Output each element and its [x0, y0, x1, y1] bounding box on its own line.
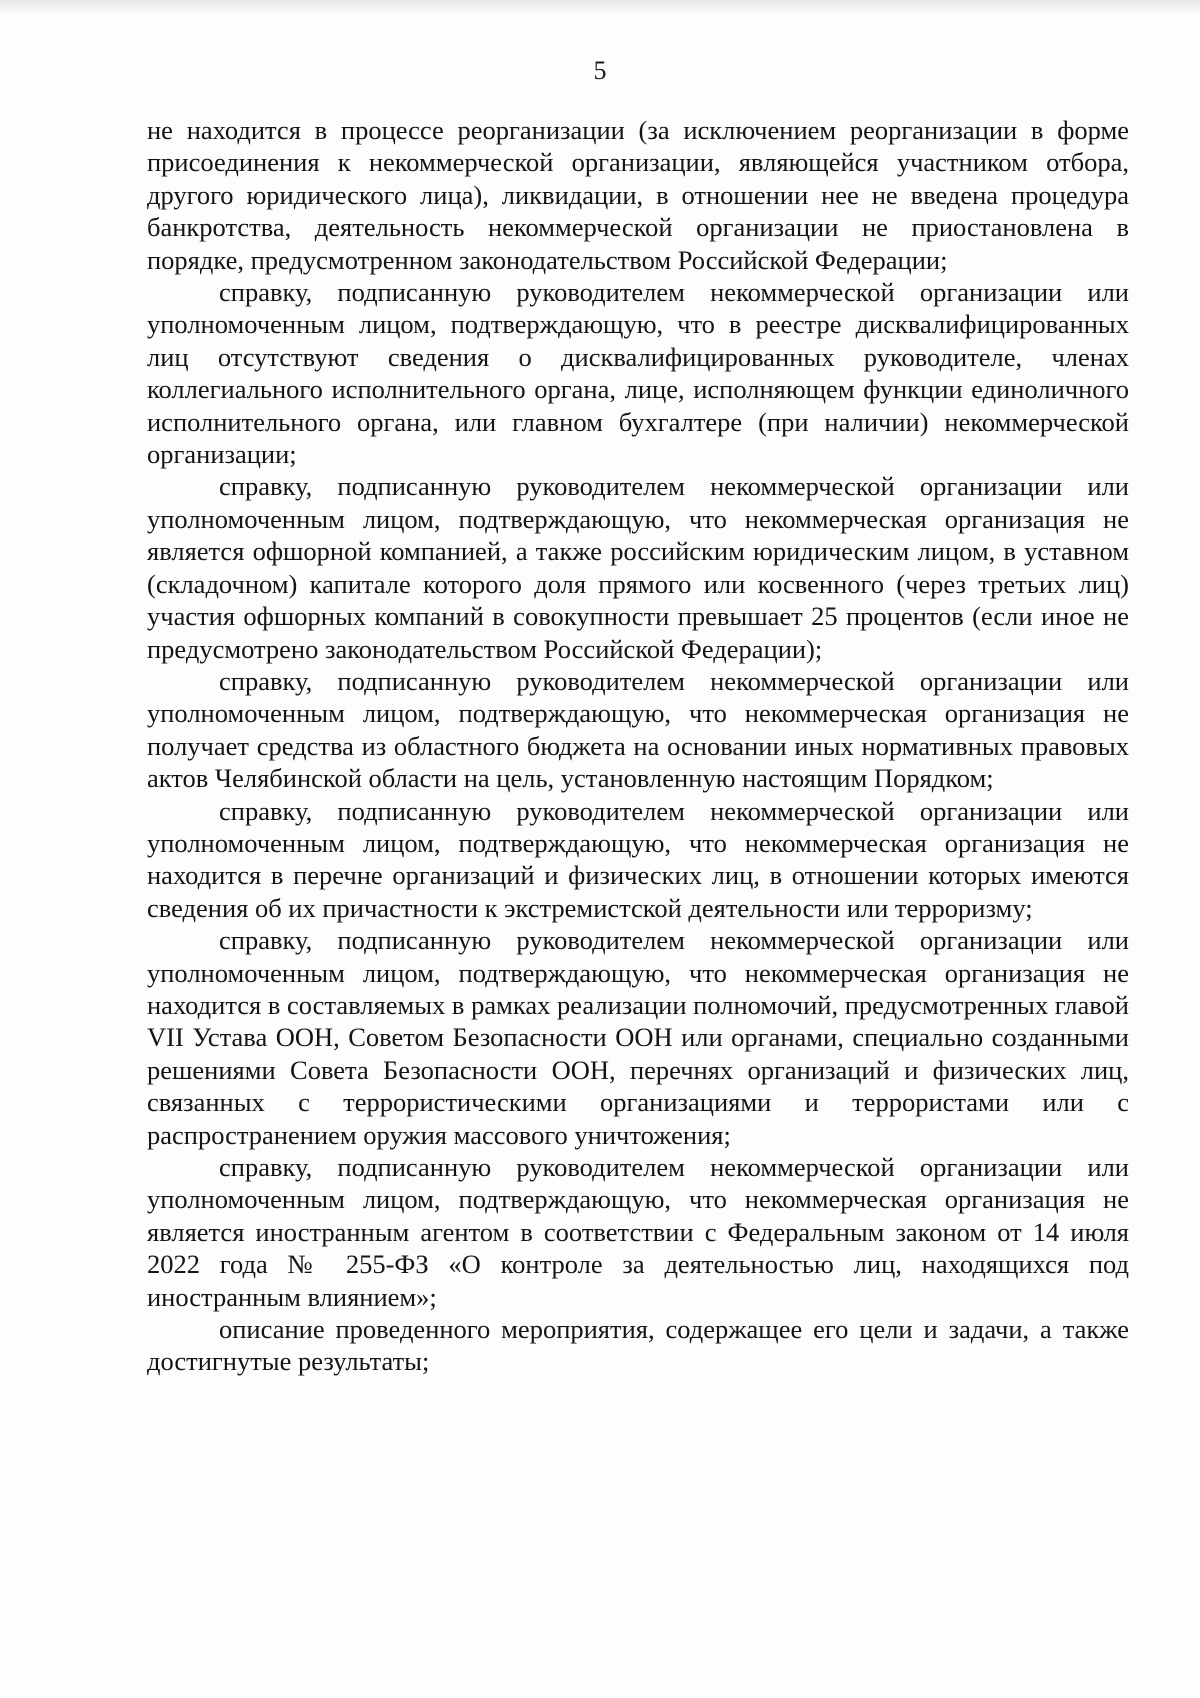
page-number: 5	[593, 56, 607, 85]
paragraph-foreign-agent-certificate: справку, подписанную руководителем некоммерческой организации или уполномоченным лицом, подтверждающую, что некоммерческая организация не является иностранным агентом в соответствии с Федеральным законом от 14 июля 2022 года № 255-ФЗ «О контроле за деятельностью лиц, находящихся под иностранным влиянием»;	[147, 1152, 1129, 1312]
document-body	[147, 114, 1129, 1378]
paragraph-reorganization-status: не находится в процессе реорганизации (за исключением реорганизации в форме присоединения к некоммерческой организации, являющейся участником отбора, другого юридического лица), ликвидации, в отношении нее не введена процедура банкротства, деятельность некоммерческой организации не приостановлена в порядке, предусмотренном законодательством Российской Федерации;	[147, 115, 1129, 275]
paragraph-offshore-certificate: справку, подписанную руководителем некоммерческой организации или уполномоченным лицом, подтверждающую, что некоммерческая организация не является офшорной компанией, а также российским юридическим лицом, в уставном (складочном) капитале которого доля прямого или косвенного (через третьих лиц) участия офшорных компаний в совокупности превышает 25 процентов (если иное не предусмотрено законодательством Российской Федерации);	[147, 471, 1129, 664]
scan-edge	[0, 0, 1200, 14]
paragraph-disqualified-persons-certificate: справку, подписанную руководителем некоммерческой организации или уполномоченным лицом, подтверждающую, что в реестре дисквалифицированных лиц отсутствуют сведения о дисквалифицированных руководителе, членах коллегиального исполнительного органа, лице, исполняющем функции единоличного исполнительного органа, или главном бухгалтере (при наличии) некоммерческой организации;	[147, 277, 1129, 470]
paragraph-un-sanctions-certificate: справку, подписанную руководителем некоммерческой организации или уполномоченным лицом, подтверждающую, что некоммерческая организация не находится в составляемых в рамках реализации полномочий, предусмотренных главой VII Устава ООН, Советом Безопасности ООН или органами, специально созданными решениями Совета Безопасности ООН, перечнях организаций и физических лиц, связанных с террористическими организациями и террористами или с распространением оружия массового уничтожения;	[147, 925, 1129, 1150]
paragraph-event-description: описание проведенного мероприятия, содержащее его цели и задачи, а также достигнутые результаты;	[147, 1314, 1129, 1377]
paragraph-regional-budget-certificate: справку, подписанную руководителем некоммерческой организации или уполномоченным лицом, подтверждающую, что некоммерческая организация не получает средства из областного бюджета на основании иных нормативных правовых актов Челябинской области на цель, установленную настоящим Порядком;	[147, 665, 1129, 794]
paragraph-extremism-list-certificate: справку, подписанную руководителем некоммерческой организации или уполномоченным лицом, подтверждающую, что некоммерческая организация не находится в перечне организаций и физических лиц, в отношении которых имеются сведения об их причастности к экстремистской деятельности или терроризму;	[147, 795, 1129, 923]
